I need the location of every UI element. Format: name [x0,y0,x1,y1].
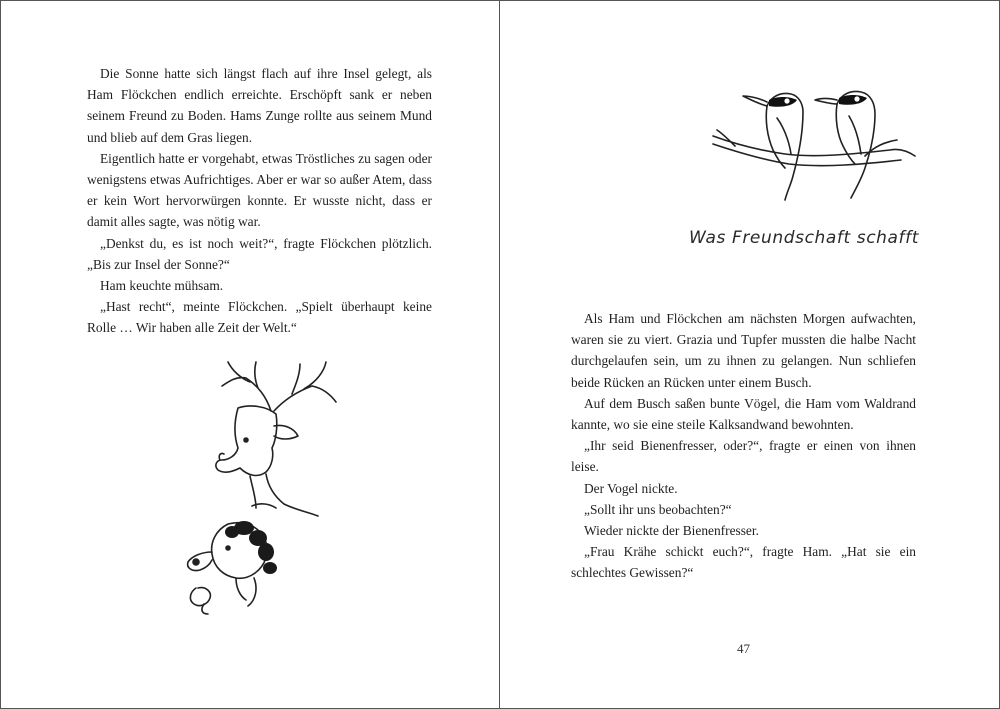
right-page-text [571,308,916,584]
paragraph: „Hast recht“, meinte Flöckchen. „Spielt überhaupt keine Rolle … Wir haben alle Zeit der Welt.“ [87,299,432,336]
paragraph: Ham keuchte mühsam. [100,278,224,294]
page-number: 47 [737,641,750,656]
paragraph: Der Vogel nickte. [584,480,678,496]
paragraph: Die Sonne hatte sich längst flach auf ihre Insel gelegt, als Ham Flöckchen endlich erreichte. Erschöpft sank er neben seinem Freund zu Boden. Hams Zunge rollte aus seinem Mund und blieb auf dem Gras liegen. [87,66,432,145]
paragraph: Auf dem Busch saßen bunte Vögel, die Ham vom Waldrand kannte, wo sie eine steile Kalksandwand bewohnten. [571,395,916,433]
left-page [1,1,500,708]
left-page-text [87,63,432,339]
paragraph: Eigentlich hatte er vorgehabt, etwas Tröstliches zu sagen oder wenigstens etwas Aufrichtiges. Aber er war so außer Atem, dass er kein Wort hervorwürgen konnte. Er wusste nicht, dass er damit alles sagte, was nötig war. [87,150,432,230]
paragraph: Als Ham und Flöckchen am nächsten Morgen aufwachten, waren sie zu viert. Grazia und Tupfer mussten die halbe Nacht durchgelaufen sein, um zu ihnen zu gelangen. Nun schliefen beide Rücken an Rücken unter einem Busch. [571,311,916,390]
paragraph: „Sollt ihr uns beobachten?“ [584,501,732,517]
right-page [500,1,999,708]
two-bee-eaters-on-branch-icon [705,84,920,204]
paragraph: „Denkst du, es ist noch weit?“, fragte Flöckchen plötzlich. „Bis zur Insel der Sonne?“ [87,235,432,272]
deer-and-dog-sketch-icon [166,356,361,616]
paragraph: Wieder nickte der Bienenfresser. [584,523,759,539]
paragraph: „Frau Krähe schickt euch?“, fragte Ham. „Hat sie ein schlechtes Gewissen?“ [571,544,916,581]
paragraph: „Ihr seid Bienenfresser, oder?“, fragte er einen von ihnen leise. [571,438,916,475]
chapter-title: Was Freundschaft schafft [688,228,919,248]
